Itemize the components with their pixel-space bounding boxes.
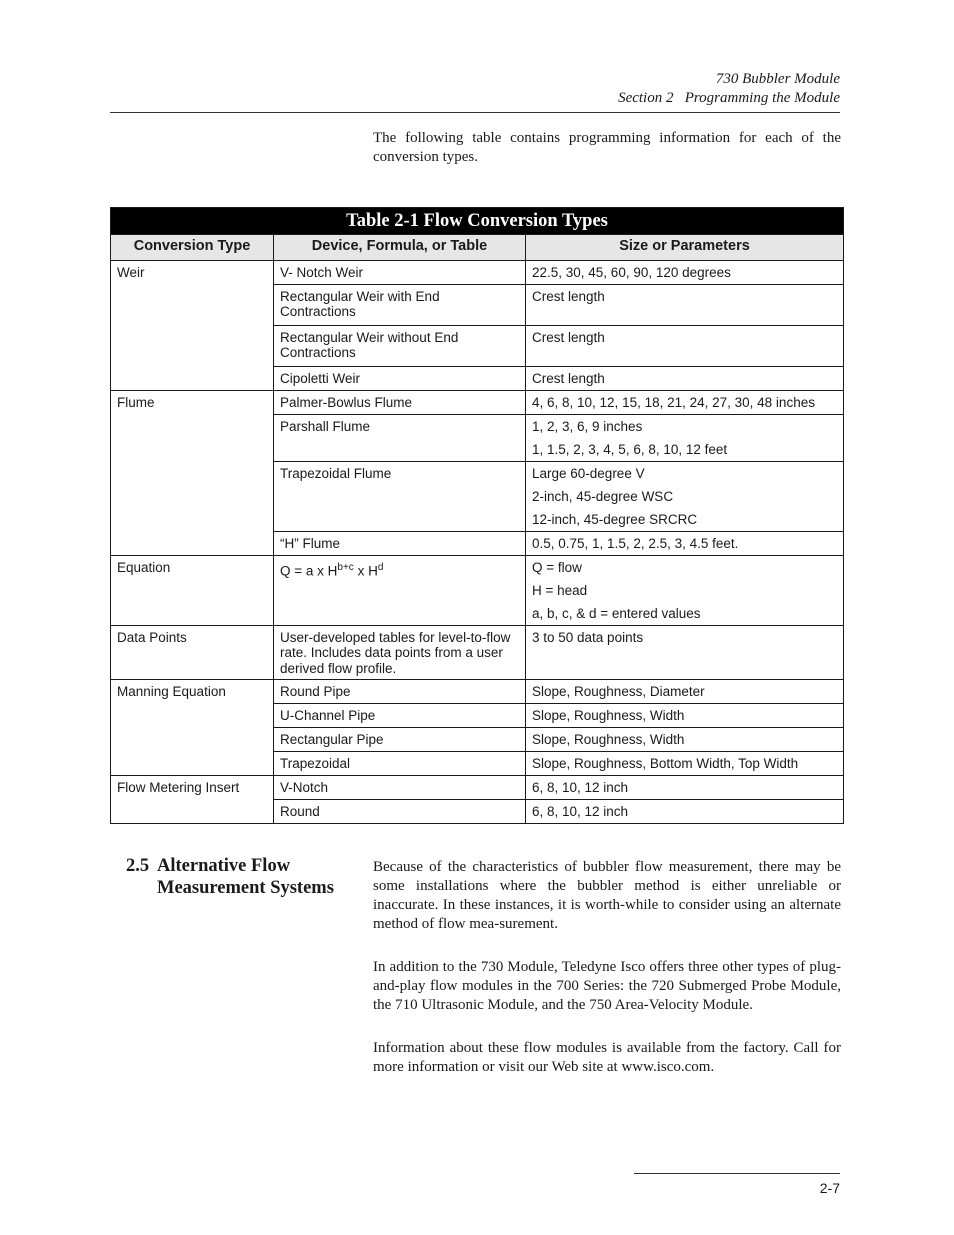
header-title: 730 Bubbler Module: [715, 71, 840, 87]
parameters-cell: [526, 325, 844, 366]
table-row: [111, 625, 844, 680]
footer-divider: [634, 1173, 840, 1174]
parameters-cell: [526, 728, 844, 752]
parameter-line: 6, 8, 10, 12 inch: [532, 780, 629, 795]
device-cell: V-Notch: [274, 776, 526, 800]
conversion-type-cell: Manning Equation: [111, 680, 274, 776]
parameters-cell: [526, 390, 844, 414]
section-title-line1: Alternative Flow: [157, 856, 291, 876]
device-cell: Cipoletti Weir: [274, 366, 526, 390]
parameters-cell: [526, 260, 844, 284]
parameter-line: 6, 8, 10, 12 inch: [532, 804, 629, 819]
parameters-cell: [526, 752, 844, 776]
device-cell: Parshall Flume: [274, 414, 526, 461]
parameter-line: a, b, c, & d = entered values: [532, 605, 701, 621]
parameter-line: 2-inch, 45-degree WSC: [532, 488, 674, 504]
parameters-cell: [526, 555, 844, 625]
device-cell: Palmer-Bowlus Flume: [274, 390, 526, 414]
device-cell: [274, 555, 526, 625]
body-paragraph: In addition to the 730 Module, Teledyne Isco offers three other types of plug-and-play flow modules in the 700 Series: the 720 Submerged Probe Module, the 710 Ultrasonic Module, and the 750 Area-Velocity Module.: [373, 959, 841, 1013]
column-header-parameters: Size or Parameters: [526, 235, 844, 261]
parameter-line: 0.5, 0.75, 1, 1.5, 2, 2.5, 3, 4.5 feet.: [532, 535, 739, 551]
parameter-line: Slope, Roughness, Diameter: [532, 684, 705, 699]
header-section: Section 2 Programming the Module: [618, 90, 840, 106]
column-header-conversion-type: Conversion Type: [111, 235, 274, 261]
parameter-line: Slope, Roughness, Width: [532, 732, 685, 747]
device-cell: User-developed tables for level-to-flow rate. Includes data points from a user derived flow profile.: [274, 625, 526, 680]
conversion-type-cell: Flume: [111, 390, 274, 555]
parameter-line: 3 to 50 data points: [532, 629, 644, 645]
conversion-type-cell: Flow Metering Insert: [111, 776, 274, 824]
formula-part: x H: [353, 563, 378, 578]
table-row: [111, 555, 844, 625]
parameter-line: 4, 6, 8, 10, 12, 15, 18, 21, 24, 27, 30, 48 inches: [532, 394, 815, 410]
parameters-cell: [526, 704, 844, 728]
parameter-line: Crest length: [532, 288, 605, 304]
device-cell: V- Notch Weir: [274, 260, 526, 284]
flow-conversion-table: [110, 207, 844, 824]
device-cell: Rectangular Weir without End Contractions: [274, 325, 526, 366]
table-title: Table 2-1 Flow Conversion Types: [111, 208, 844, 235]
device-cell: Trapezoidal Flume: [274, 461, 526, 531]
parameter-line: Q = flow: [532, 559, 582, 575]
parameters-cell: [526, 366, 844, 390]
conversion-type-cell: Equation: [111, 555, 274, 625]
parameters-cell: [526, 284, 844, 325]
conversion-type-cell: Data Points: [111, 625, 274, 680]
parameter-line: 1, 1.5, 2, 3, 4, 5, 6, 8, 10, 12 feet: [532, 441, 728, 457]
parameter-line: Crest length: [532, 370, 605, 386]
parameters-cell: [526, 461, 844, 531]
parameter-line: H = head: [532, 582, 588, 598]
header-divider: [110, 112, 840, 113]
parameter-line: 1, 2, 3, 6, 9 inches: [532, 418, 643, 434]
conversion-type-cell: Weir: [111, 260, 274, 390]
parameters-cell: [526, 531, 844, 555]
formula-exponent: b+c: [337, 561, 354, 573]
parameters-cell: [526, 776, 844, 800]
section-heading: [126, 855, 366, 899]
column-header-device: Device, Formula, or Table: [274, 235, 526, 261]
body-paragraph: Because of the characteristics of bubbler flow measurement, there may be some installations where the bubbler method is either unreliable or inaccurate. In these instances, it is worth-while to consider using an alternate method of flow mea-surement.: [373, 859, 841, 932]
formula-exponent: d: [377, 561, 384, 573]
section-number: 2.5: [126, 856, 150, 876]
device-cell: U-Channel Pipe: [274, 704, 526, 728]
device-cell: Rectangular Weir with End Contractions: [274, 284, 526, 325]
device-cell: “H” Flume: [274, 531, 526, 555]
table-row: [111, 776, 844, 800]
parameter-line: Large 60-degree V: [532, 465, 645, 481]
table-row: [111, 260, 844, 284]
parameters-cell: [526, 414, 844, 461]
device-cell: Rectangular Pipe: [274, 728, 526, 752]
running-header: [618, 70, 840, 108]
body-paragraph: Information about these flow modules is available from the factory. Call for more information or visit our Web site at www.isco.com.: [373, 1040, 841, 1075]
parameter-line: Crest length: [532, 329, 605, 345]
table-row: [111, 680, 844, 704]
page-number: 2-7: [819, 1180, 840, 1196]
parameters-cell: [526, 680, 844, 704]
intro-paragraph: The following table contains programming information for each of the conversion types.: [373, 130, 841, 165]
device-cell: Round: [274, 800, 526, 824]
parameter-line: 12-inch, 45-degree SRCRC: [532, 511, 698, 527]
parameters-cell: [526, 800, 844, 824]
parameter-line: Slope, Roughness, Width: [532, 708, 685, 723]
device-cell: Round Pipe: [274, 680, 526, 704]
parameter-line: 22.5, 30, 45, 60, 90, 120 degrees: [532, 264, 731, 280]
formula-part: Q = a x H: [280, 563, 338, 578]
table-row: [111, 390, 844, 414]
section-title-line2: Measurement Systems: [157, 878, 334, 898]
parameters-cell: [526, 625, 844, 680]
device-cell: Trapezoidal: [274, 752, 526, 776]
parameter-line: Slope, Roughness, Bottom Width, Top Width: [532, 756, 799, 771]
